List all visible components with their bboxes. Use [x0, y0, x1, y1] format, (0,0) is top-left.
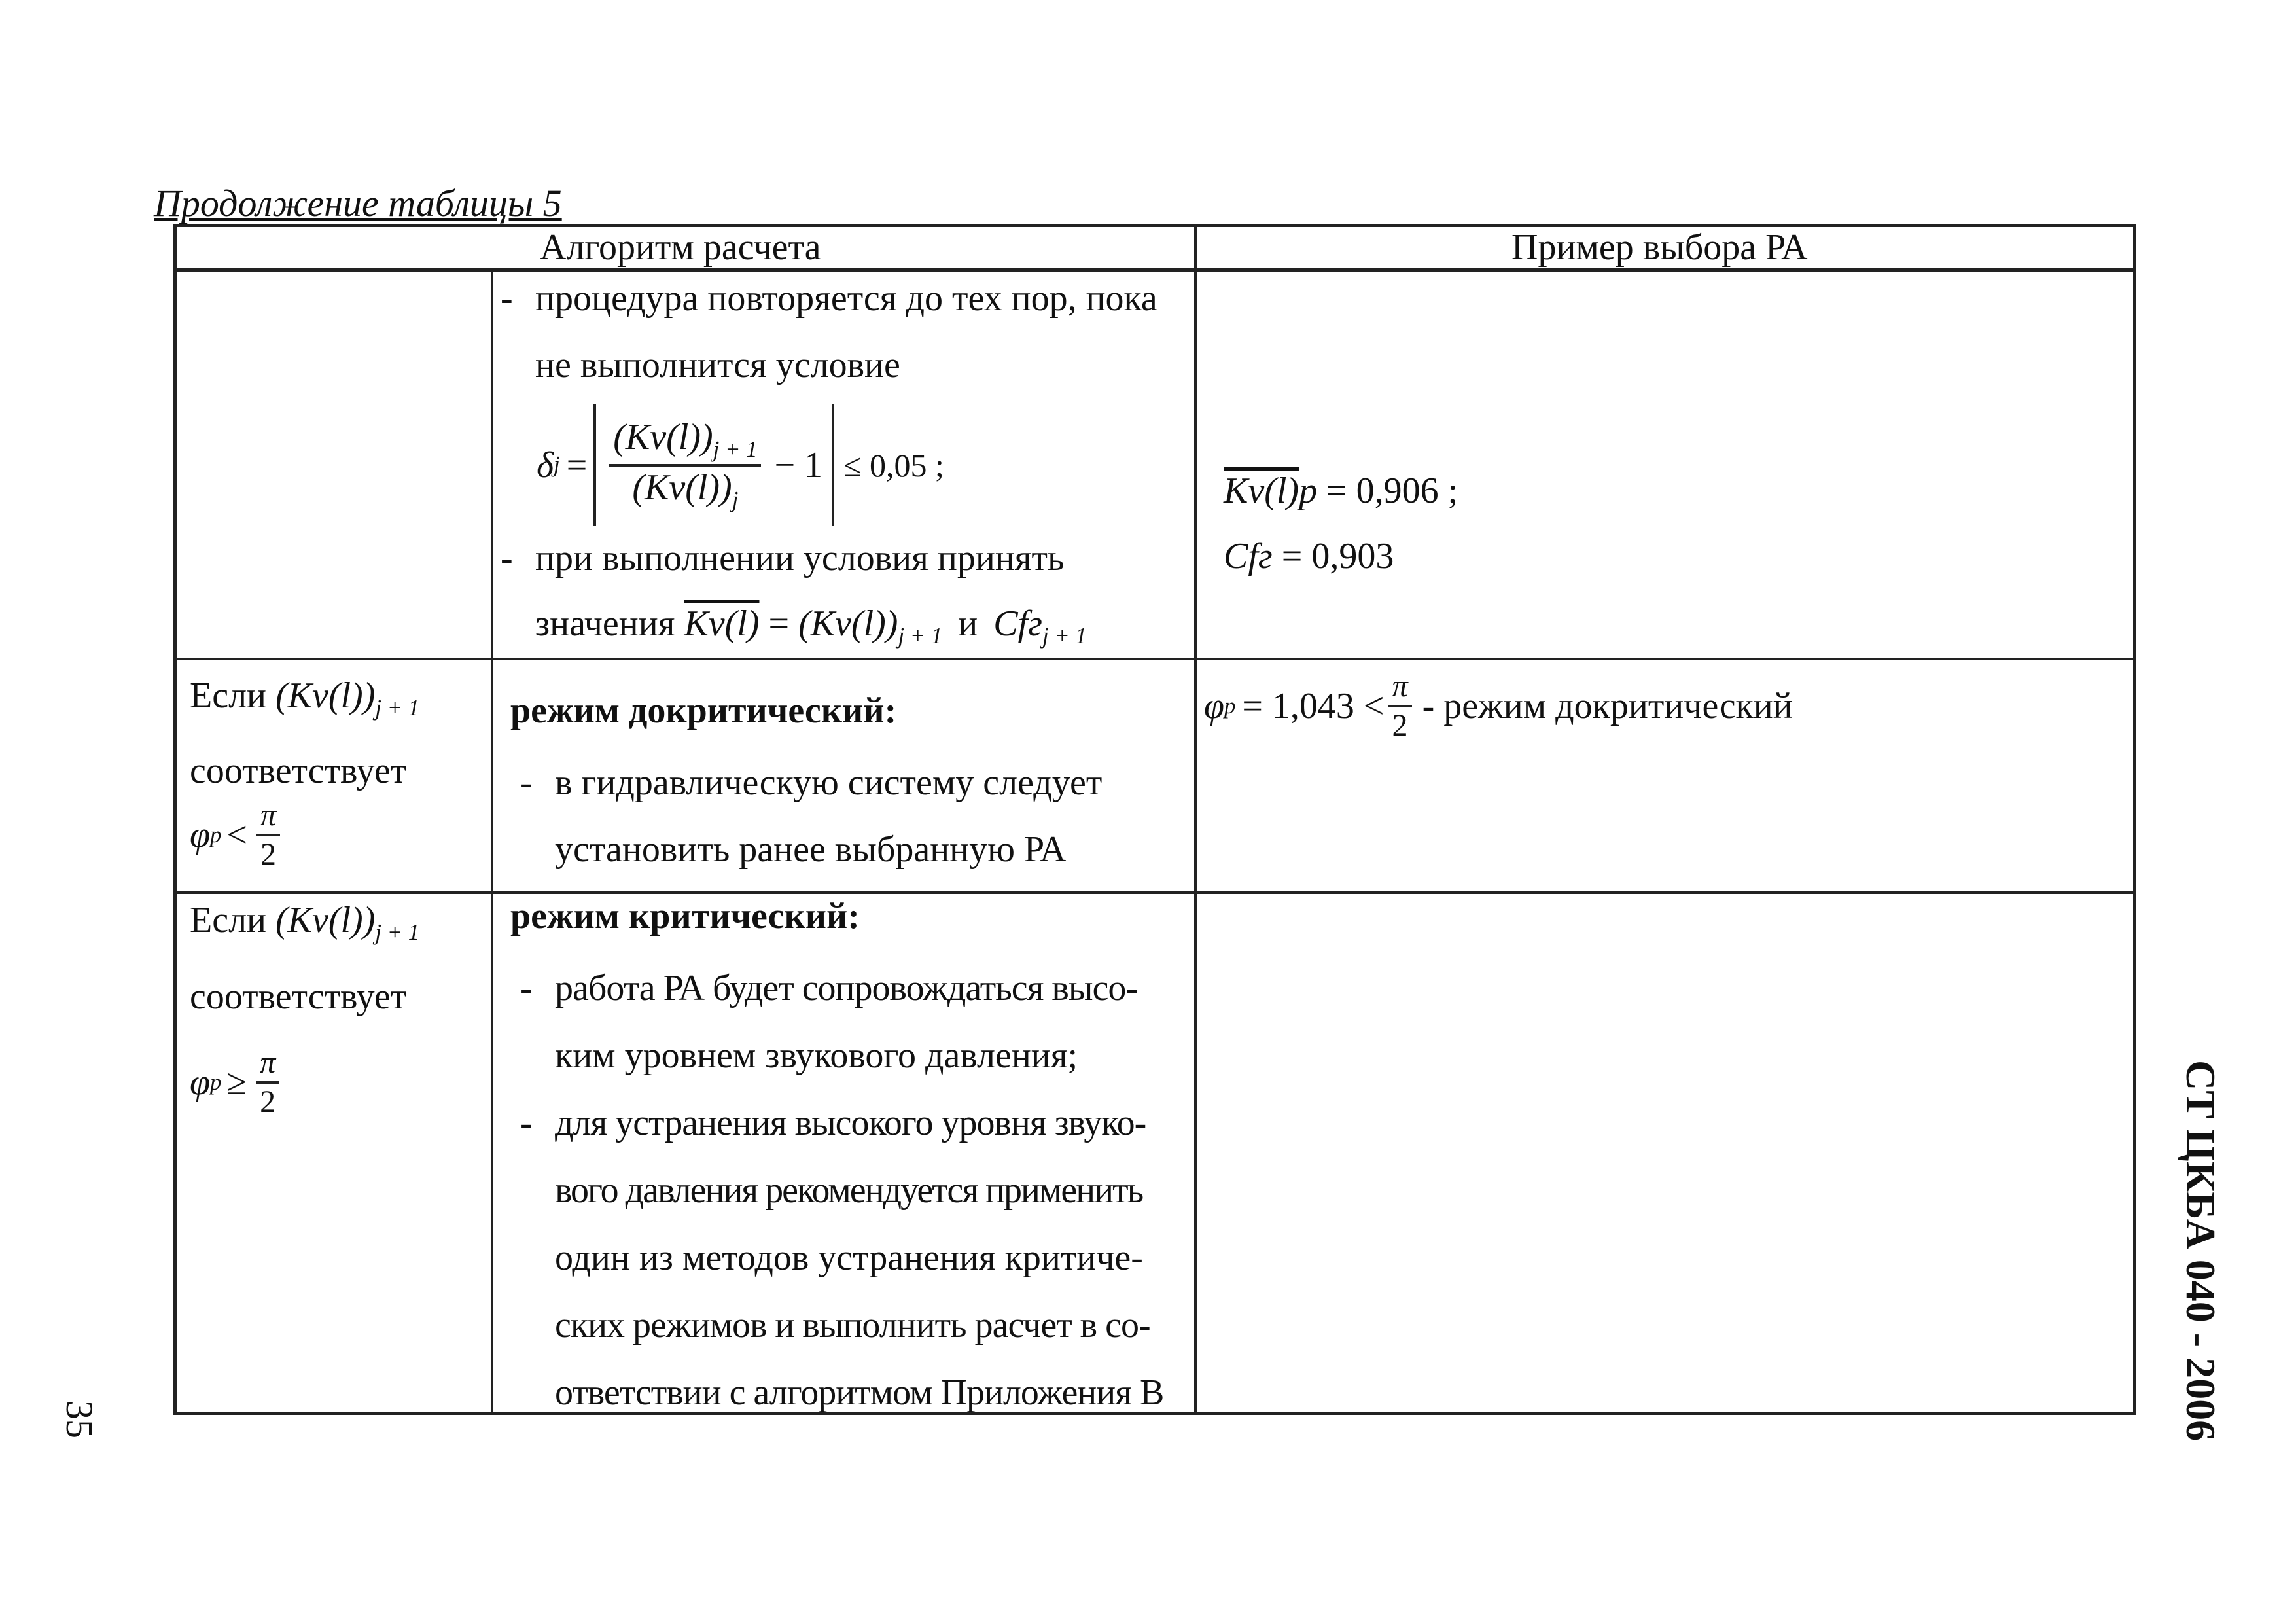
formula-minus: − 1 — [774, 444, 823, 486]
row2-cond-op: < — [226, 815, 247, 855]
row2-example-val: = 1,043 < — [1242, 686, 1385, 726]
row1-example-cf — [1224, 538, 1394, 575]
header-example: Пример выбора РА — [1511, 227, 1808, 268]
row3-cond-kv: (Kv(l)) — [275, 900, 376, 940]
row2-example-phi-sub: p — [1224, 692, 1236, 719]
example-kv-sub: p — [1299, 471, 1318, 511]
row3-cond-line3 — [190, 1047, 283, 1118]
row3-item2-line1: для устранения высокого уровня звуко- — [555, 1103, 1146, 1143]
formula-abs-left — [593, 404, 596, 526]
row3-item2-line3: один из методов устранения критиче- — [555, 1238, 1143, 1278]
row1-item1-line2: не выполнится условие — [535, 345, 900, 385]
example-cf-val: = 0,903 — [1281, 536, 1394, 577]
row1-item2-eq: = — [768, 603, 790, 644]
algorithm-table — [173, 224, 2136, 1415]
row3-dash-1: - — [520, 968, 533, 1008]
formula-delta-sub: j — [554, 452, 560, 478]
row3-item2-line5: ответствии с алгоритмом Приложения В — [555, 1372, 1164, 1413]
formula-delta: δ — [537, 444, 554, 486]
row3-cond-line1 — [190, 902, 419, 944]
row3-cond-two: 2 — [260, 1084, 276, 1119]
row1-dash-2: - — [501, 538, 513, 579]
row3-cond-line2: соответствует — [190, 976, 407, 1017]
row2-cond-line2: соответствует — [190, 751, 407, 791]
row3-dash-2: - — [520, 1103, 533, 1143]
row1-item2-cf-sub: j + 1 — [1042, 623, 1087, 649]
row2-dash-1: - — [520, 762, 533, 803]
row1-item2-line2 — [535, 605, 1087, 648]
formula-rhs: ≤ 0,05 ; — [843, 446, 944, 484]
row2-cond-two: 2 — [260, 837, 276, 872]
row3-item1-line2: ким уровнем звукового давления; — [555, 1035, 1078, 1076]
row3-cond-pi: π — [256, 1047, 279, 1084]
formula-eq: = — [566, 444, 588, 486]
row3-mode-title: режим критический: — [510, 896, 860, 936]
row3-item1-line1: работа РА будет сопровождаться высо- — [555, 968, 1137, 1008]
row1-formula — [537, 404, 944, 526]
row1-item2-and: и — [958, 603, 978, 644]
row3-item2-line2: вого давления рекомендуется применить — [555, 1170, 1143, 1211]
table-header-divider — [173, 268, 2136, 272]
example-kv: Kv(l) — [1224, 471, 1299, 511]
row3-cond-op: ≥ — [226, 1062, 247, 1103]
row2-cond-pi: π — [256, 800, 280, 836]
row2-cond-phi: φ — [190, 815, 210, 855]
row2-mode-title: режим докритический: — [510, 690, 897, 731]
formula-num: (Kv(l)) — [613, 416, 713, 457]
row3-cond-if: Если — [190, 900, 266, 940]
row1-item2-cf: Cfг — [993, 603, 1042, 644]
row2-cond-if: Если — [190, 675, 266, 716]
formula-den: (Kv(l)) — [632, 467, 732, 508]
row1-item2-kv2-sub: j + 1 — [898, 623, 943, 649]
row3-cond-phi-sub: p — [209, 1069, 222, 1095]
row3-cond-phi: φ — [190, 1062, 210, 1103]
table-caption: Продолжение таблицы 5 — [154, 182, 562, 224]
row1-item2-prefix: значения — [535, 603, 675, 644]
row2-example-phi: φ — [1204, 686, 1224, 726]
standard-designation: СТ ЦКБА 040 - 2006 — [2178, 1060, 2224, 1442]
row2-example-text: - режим докритический — [1422, 686, 1793, 726]
row3-cond-frac — [256, 1047, 279, 1118]
row2-cond-phi-sub: p — [209, 821, 222, 847]
row2-example-frac — [1388, 671, 1412, 741]
row1-item2-kv2: (Kv(l)) — [798, 603, 898, 644]
row2-example-pi: π — [1388, 671, 1412, 707]
row2-cond-kv: (Kv(l)) — [275, 675, 376, 716]
row2-cond-line1 — [190, 677, 419, 720]
page-number: 35 — [58, 1400, 101, 1438]
row1-item2-kv: Kv(l) — [684, 603, 760, 644]
row1-item1-line1: процедура повторяется до тех пор, пока — [535, 278, 1157, 319]
row1-item2-line1: при выполнении условия принять — [535, 538, 1065, 579]
row1-example-kv — [1224, 473, 1458, 509]
example-cf: Cfг — [1224, 536, 1273, 577]
row2-cond-kv-sub: j + 1 — [375, 695, 420, 721]
row-divider-1 — [173, 658, 2136, 660]
row1-dash-1: - — [501, 278, 513, 319]
formula-abs-right — [832, 404, 834, 526]
formula-fraction — [609, 416, 761, 512]
formula-den-sub: j — [732, 486, 739, 512]
header-algorithm: Алгоритм расчета — [540, 227, 821, 268]
example-kv-val: = 0,906 ; — [1326, 471, 1458, 511]
row3-cond-kv-sub: j + 1 — [375, 919, 420, 946]
row2-example — [1204, 671, 1793, 741]
row2-item1-line2: установить ранее выбранную РА — [555, 829, 1067, 870]
formula-num-sub: j + 1 — [713, 436, 758, 462]
col-divider-main — [1194, 224, 1197, 1415]
row2-cond-frac — [256, 800, 280, 870]
row-divider-2 — [173, 891, 2136, 894]
row2-example-two: 2 — [1392, 708, 1408, 743]
row2-item1-line1: в гидравлическую систему следует — [555, 762, 1103, 803]
row2-cond-line3 — [190, 800, 284, 870]
row3-item2-line4: ских режимов и выполнить расчет в со- — [555, 1305, 1150, 1346]
col-divider-cond — [491, 268, 493, 1415]
